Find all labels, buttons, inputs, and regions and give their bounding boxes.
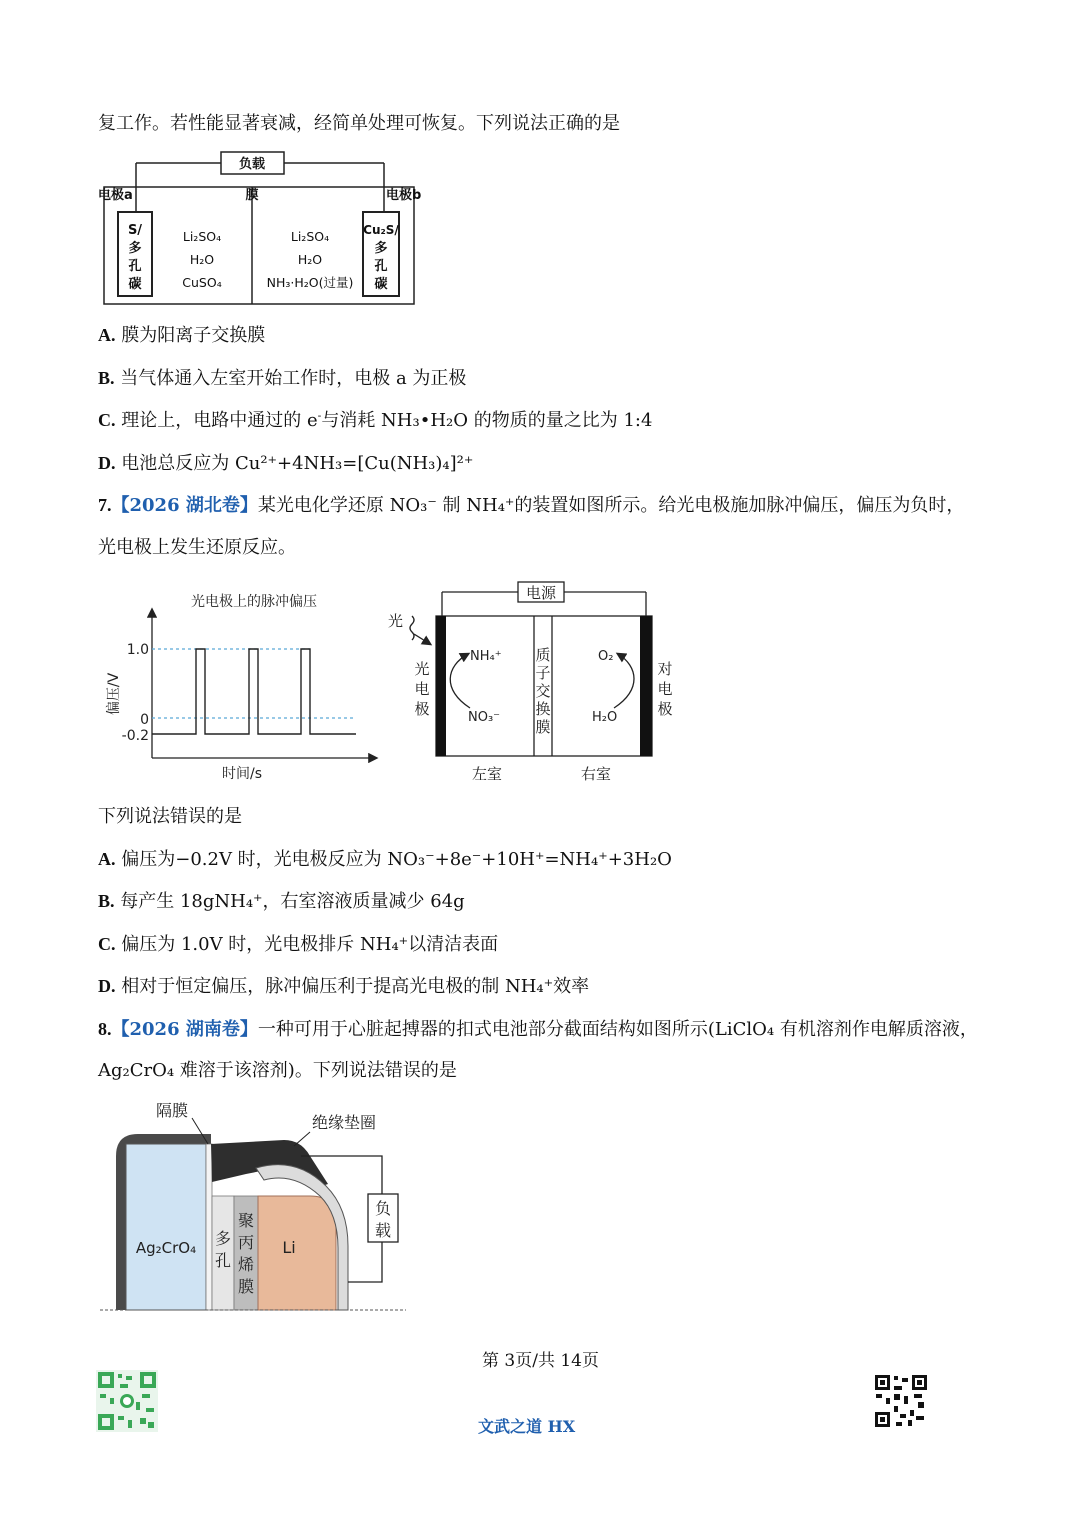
q6-option-d: D. 电池总反应为 Cu²⁺+4NH₃=[Cu(NH₃)₄]²⁺ [98,453,474,474]
load-char: 负 [374,1199,392,1218]
left-electrode-char: 碳 [128,277,142,292]
membrane-char: 子 [535,664,551,682]
electrode-b-label: 电极b [386,188,422,203]
nh4-label: NH₄⁺ [470,649,502,664]
right-solution: Li₂SO₄ [290,229,330,244]
q7-option-a: A. 偏压为−0.2V 时，光电极反应为 NO₃⁻+8e⁻+10H⁺=NH₄⁺+3H₂O [98,849,672,870]
left-solution: Li₂SO₄ [182,229,222,244]
gasket-label: 绝缘垫圈 [312,1113,377,1132]
membrane-label: 膜 [245,188,259,203]
cathode-label: Ag₂CrO₄ [135,1239,197,1257]
photoelectro-cell [384,578,684,788]
counter-electrode-char: 对 [657,660,673,678]
diagram-q6-cell [96,150,426,310]
film-char: 丙 [237,1233,255,1252]
graph-xlabel: 时间/s [221,766,263,782]
tick-neg-0.2: -0.2 [121,728,149,744]
q7-stem-line1: 7.【2026 湖北卷】某光电化学还原 NO₃⁻ 制 NH₄⁺的装置如图所示。给光电极施加脉冲偏压，偏压为负时， [98,495,965,516]
brand-link[interactable]: 文武之道 HX [478,1417,576,1436]
photo-electrode-char: 极 [414,700,430,718]
q7-source: 【2026 湖北卷】 [111,495,258,516]
qr-code-right-icon[interactable] [874,1374,928,1428]
membrane-char: 换 [535,700,551,718]
o2-label: O₂ [598,649,614,664]
light-label: 光 [388,612,404,630]
porous-char: 多 [214,1229,232,1248]
right-electrode-char: 多 [374,241,388,256]
counter-electrode-char: 电 [657,680,673,698]
q6-option-c: C. 理论上，电路中通过的 e-与消耗 NH₃•H₂O 的物质的量之比为 1:4 [98,409,653,431]
right-solution: H₂O [297,252,323,267]
left-electrode-char: S/ [127,223,143,238]
right-electrode-char: 碳 [374,277,388,292]
q8-stem-line1: 8.【2026 湖南卷】一种可用于心脏起搏器的扣式电池部分截面结构如图所示(LiClO₄ 有机溶剂作电解质溶液， [98,1019,978,1040]
right-solution: NH₃·H₂O(过量) [266,275,354,290]
q8-stem-line2: Ag₂CrO₄ 难溶于该溶剂)。下列说法错误的是 [98,1060,457,1081]
porous-char: 孔 [214,1251,232,1270]
load-char: 载 [374,1221,392,1240]
tick-0: 0 [140,712,149,728]
left-electrode-char: 多 [128,241,142,256]
graph-title: 光电极上的脉冲偏压 [191,594,317,610]
q7-option-b: B. 每产生 18gNH₄⁺，右室溶液质量减少 64g [98,891,465,912]
membrane-char: 质 [535,646,551,664]
page-number: 第 3页/共 14页 [482,1351,599,1371]
electrode-a-label: 电极a [98,188,133,203]
button-battery-diagram [96,1096,416,1314]
left-room-label: 左室 [471,765,503,783]
left-electrode-char: 孔 [128,259,142,274]
film-char: 聚 [237,1211,255,1230]
graph-ylabel: 偏压/V [106,672,122,716]
qr-code-left-icon[interactable] [96,1370,158,1432]
left-solution: H₂O [189,252,215,267]
counter-electrode-char: 极 [657,700,673,718]
film-char: 烯 [237,1255,255,1274]
q7-option-c: C. 偏压为 1.0V 时，光电极排斥 NH₄⁺以清洁表面 [98,934,499,955]
anode-label: Li [282,1238,296,1257]
q8-source: 【2026 湖南卷】 [111,1019,258,1040]
h2o-label: H₂O [592,710,618,725]
q6-option-a: A. 膜为阳离子交换膜 [98,325,266,346]
q7-question: 下列说法错误的是 [98,806,242,827]
q7-stem-line2: 光电极上发生还原反应。 [98,537,296,558]
pulse-bias-graph [96,582,386,786]
left-solution: CuSO₄ [182,275,222,290]
photo-electrode-char: 光 [414,660,430,678]
photo-electrode-char: 电 [414,680,430,698]
right-electrode-top: Cu₂S/ [363,223,399,237]
no3-label: NO₃⁻ [468,710,501,725]
right-room-label: 右室 [580,765,612,783]
film-char: 膜 [237,1277,255,1296]
membrane-char: 交 [535,682,551,700]
q7-option-d: D. 相对于恒定偏压，脉冲偏压利于提高光电极的制 NH₄⁺效率 [98,976,590,997]
load-label: 负载 [238,157,266,172]
question6-stem-tail: 复工作。若性能显著衰减，经简单处理可恢复。下列说法正确的是 [98,113,620,134]
right-electrode-char: 孔 [374,259,388,274]
membrane-char: 膜 [535,718,551,736]
tick-1.0: 1.0 [126,642,149,658]
q6-option-b: B. 当气体通入左室开始工作时，电极 a 为正极 [98,368,467,389]
separator-label: 隔膜 [156,1101,189,1120]
power-label: 电源 [525,584,557,602]
